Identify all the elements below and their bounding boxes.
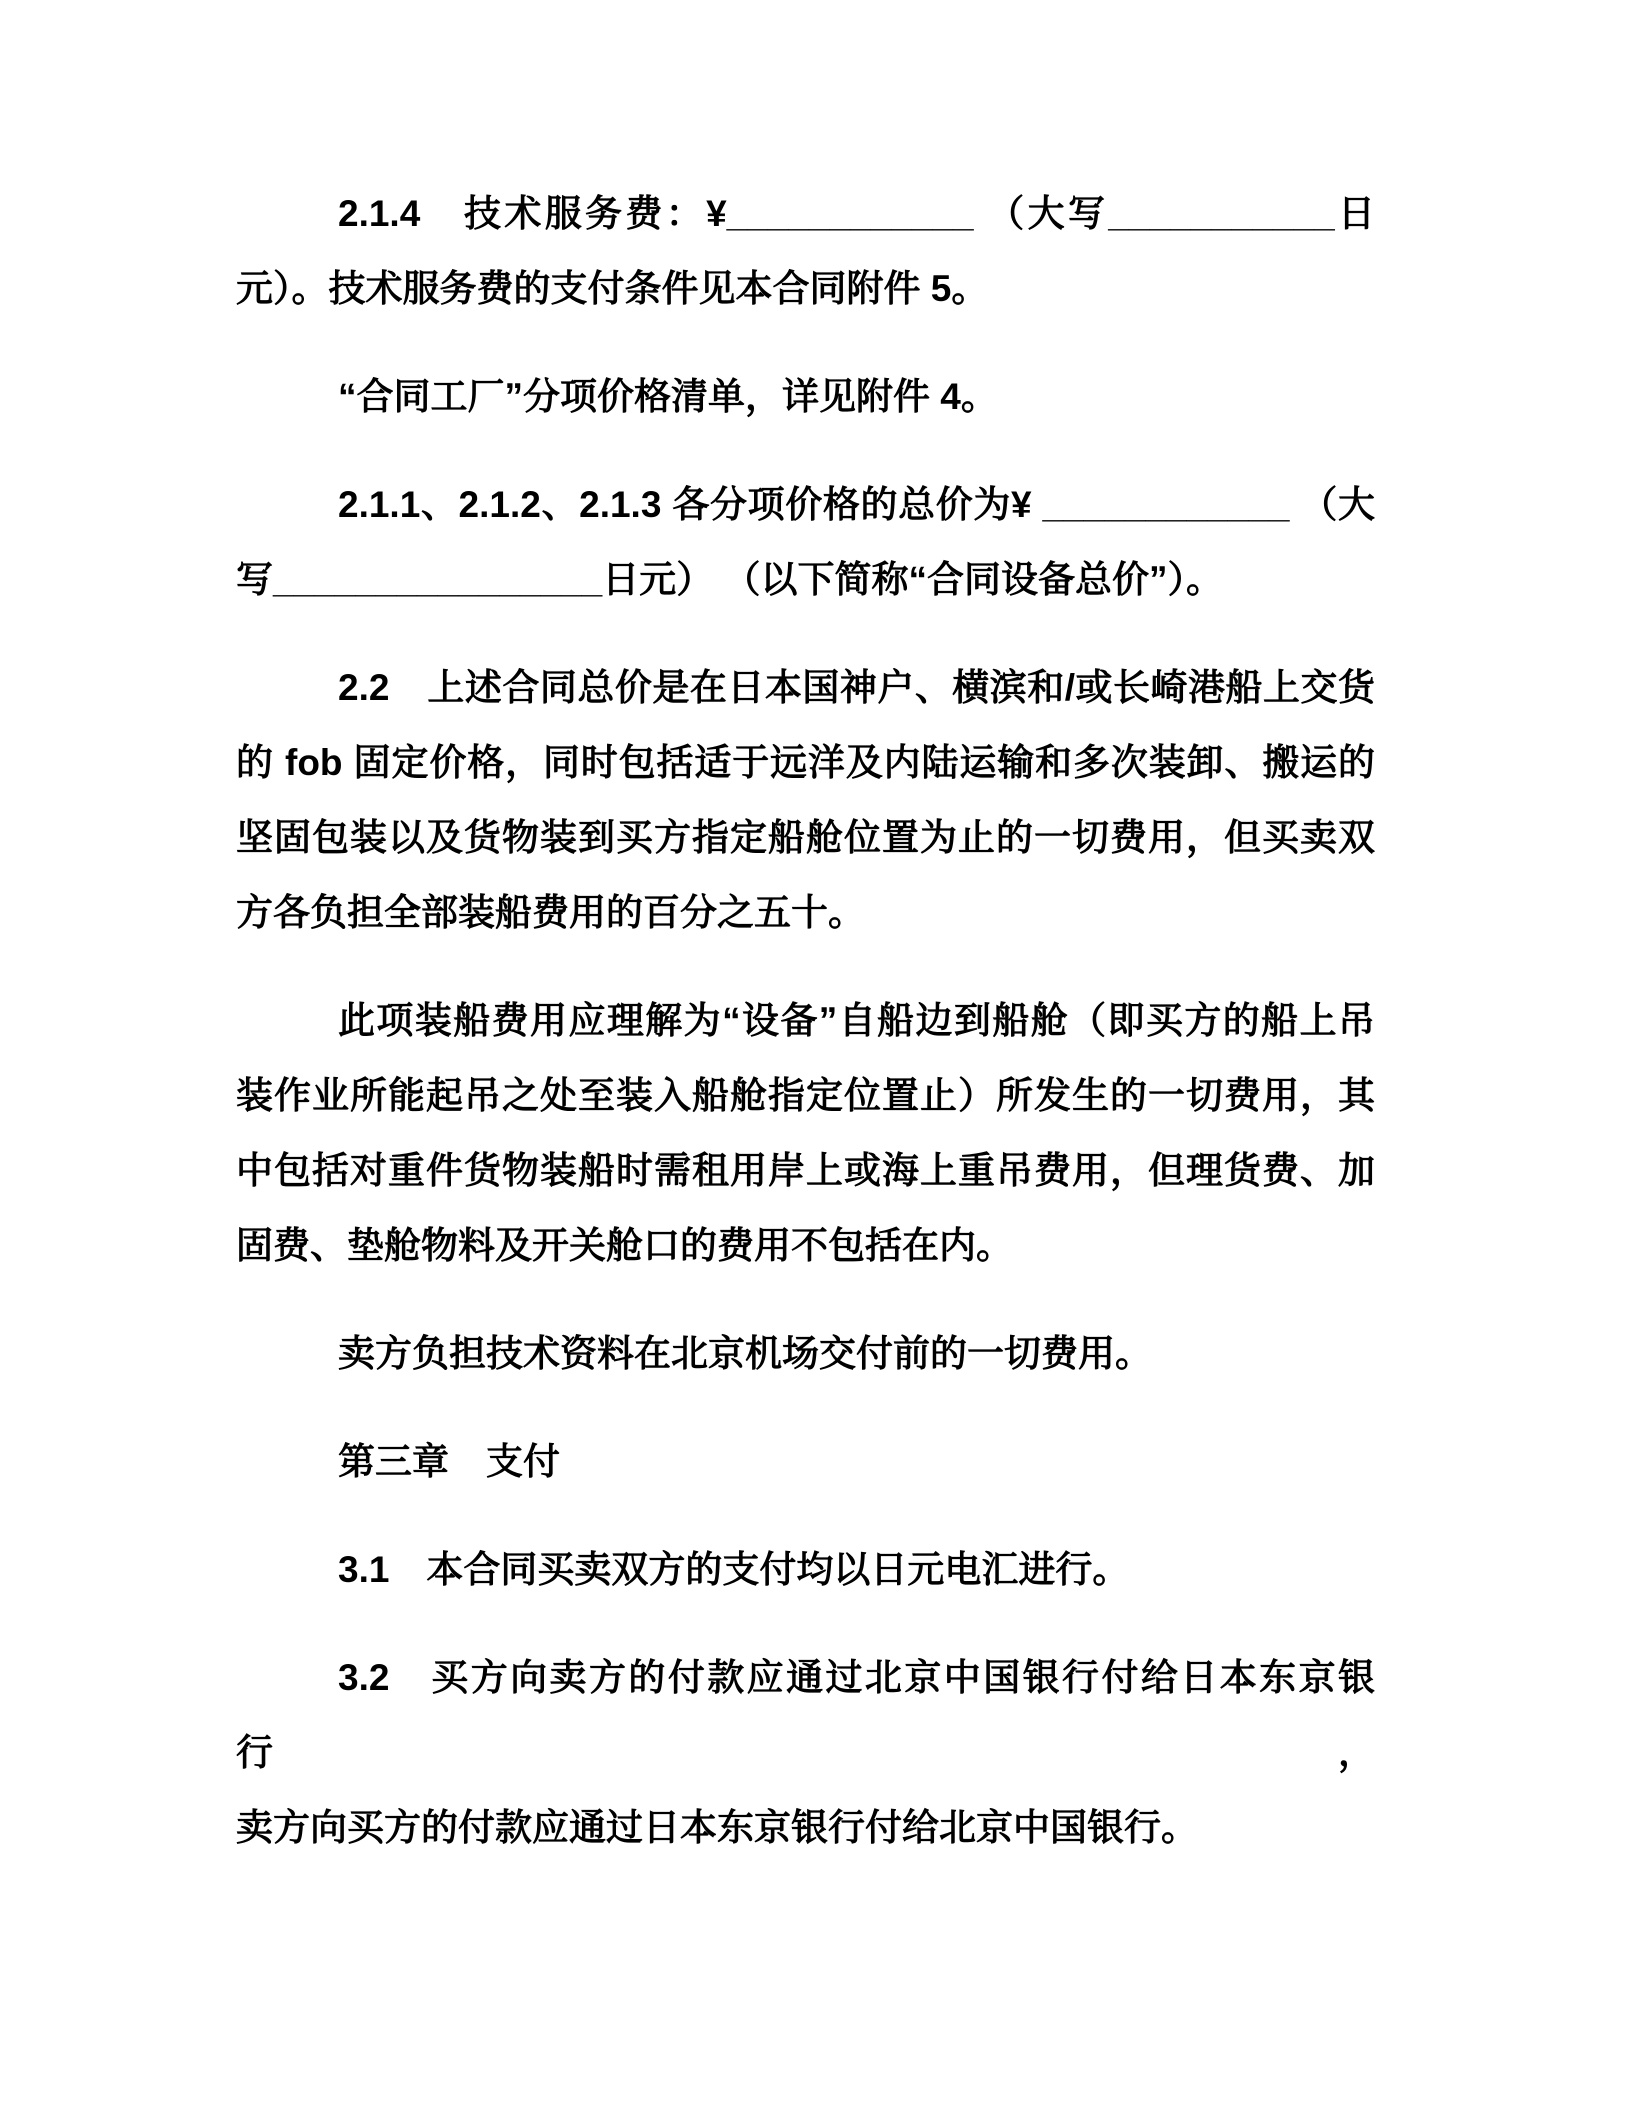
paragraph	[236, 1640, 1375, 1865]
paragraph-line: 的 fob 固定价格，同时包括适于远洋及内陆运输和多次装卸、搬运的	[236, 742, 1375, 783]
paragraph	[236, 983, 1375, 1283]
paragraph	[236, 359, 1375, 434]
paragraph-line: “合同工厂”分项价格清单，详见附件 4。	[338, 376, 998, 417]
paragraph-line: 3.1 本合同买卖双方的支付均以日元电汇进行。	[338, 1549, 1130, 1590]
chapter-heading-line: 第三章 支付	[338, 1441, 560, 1482]
paragraph-line: 2.2 上述合同总价是在日本国神户、横滨和/或长崎港船上交货	[338, 667, 1375, 708]
paragraph-line: 固费、垫舱物料及开关舱口的费用不包括在内。	[236, 1225, 1013, 1266]
paragraph-line: 坚固包装以及货物装到买方指定船舱位置为止的一切费用，但买卖双	[236, 817, 1375, 858]
paragraph-line: 写________________日元） （以下简称“合同设备总价”）。	[236, 559, 1224, 600]
paragraph	[236, 176, 1375, 326]
paragraph-line: 中包括对重件货物装船时需租用岸上或海上重吊费用，但理货费、加	[236, 1150, 1375, 1191]
paragraph-line: 元）。技术服务费的支付条件见本合同附件 5。	[236, 268, 989, 309]
paragraph-line: 方各负担全部装船费用的百分之五十。	[236, 892, 865, 933]
contract-text-body	[236, 176, 1375, 1865]
paragraph-line: 此项装船费用应理解为“设备”自船边到船舱（即买方的船上吊	[338, 1000, 1375, 1041]
paragraph	[236, 650, 1375, 950]
paragraph	[236, 1316, 1375, 1391]
paragraph	[236, 1532, 1375, 1607]
paragraph-line: 3.2 买方向卖方的付款应通过北京中国银行付给日本东京银行，	[236, 1657, 1375, 1773]
paragraph-line: 卖方向买方的付款应通过日本东京银行付给北京中国银行。	[236, 1807, 1198, 1848]
paragraph-line: 2.1.1、2.1.2、2.1.3 各分项价格的总价为¥ ____________ （大	[338, 484, 1375, 525]
chapter-heading	[236, 1424, 1375, 1499]
paragraph-line: 2.1.4 技术服务费：¥____________ （大写___________日	[338, 193, 1375, 234]
paragraph-line: 装作业所能起吊之处至装入船舱指定位置止）所发生的一切费用，其	[236, 1075, 1375, 1116]
paragraph	[236, 467, 1375, 617]
paragraph-line: 卖方负担技术资料在北京机场交付前的一切费用。	[338, 1333, 1152, 1374]
